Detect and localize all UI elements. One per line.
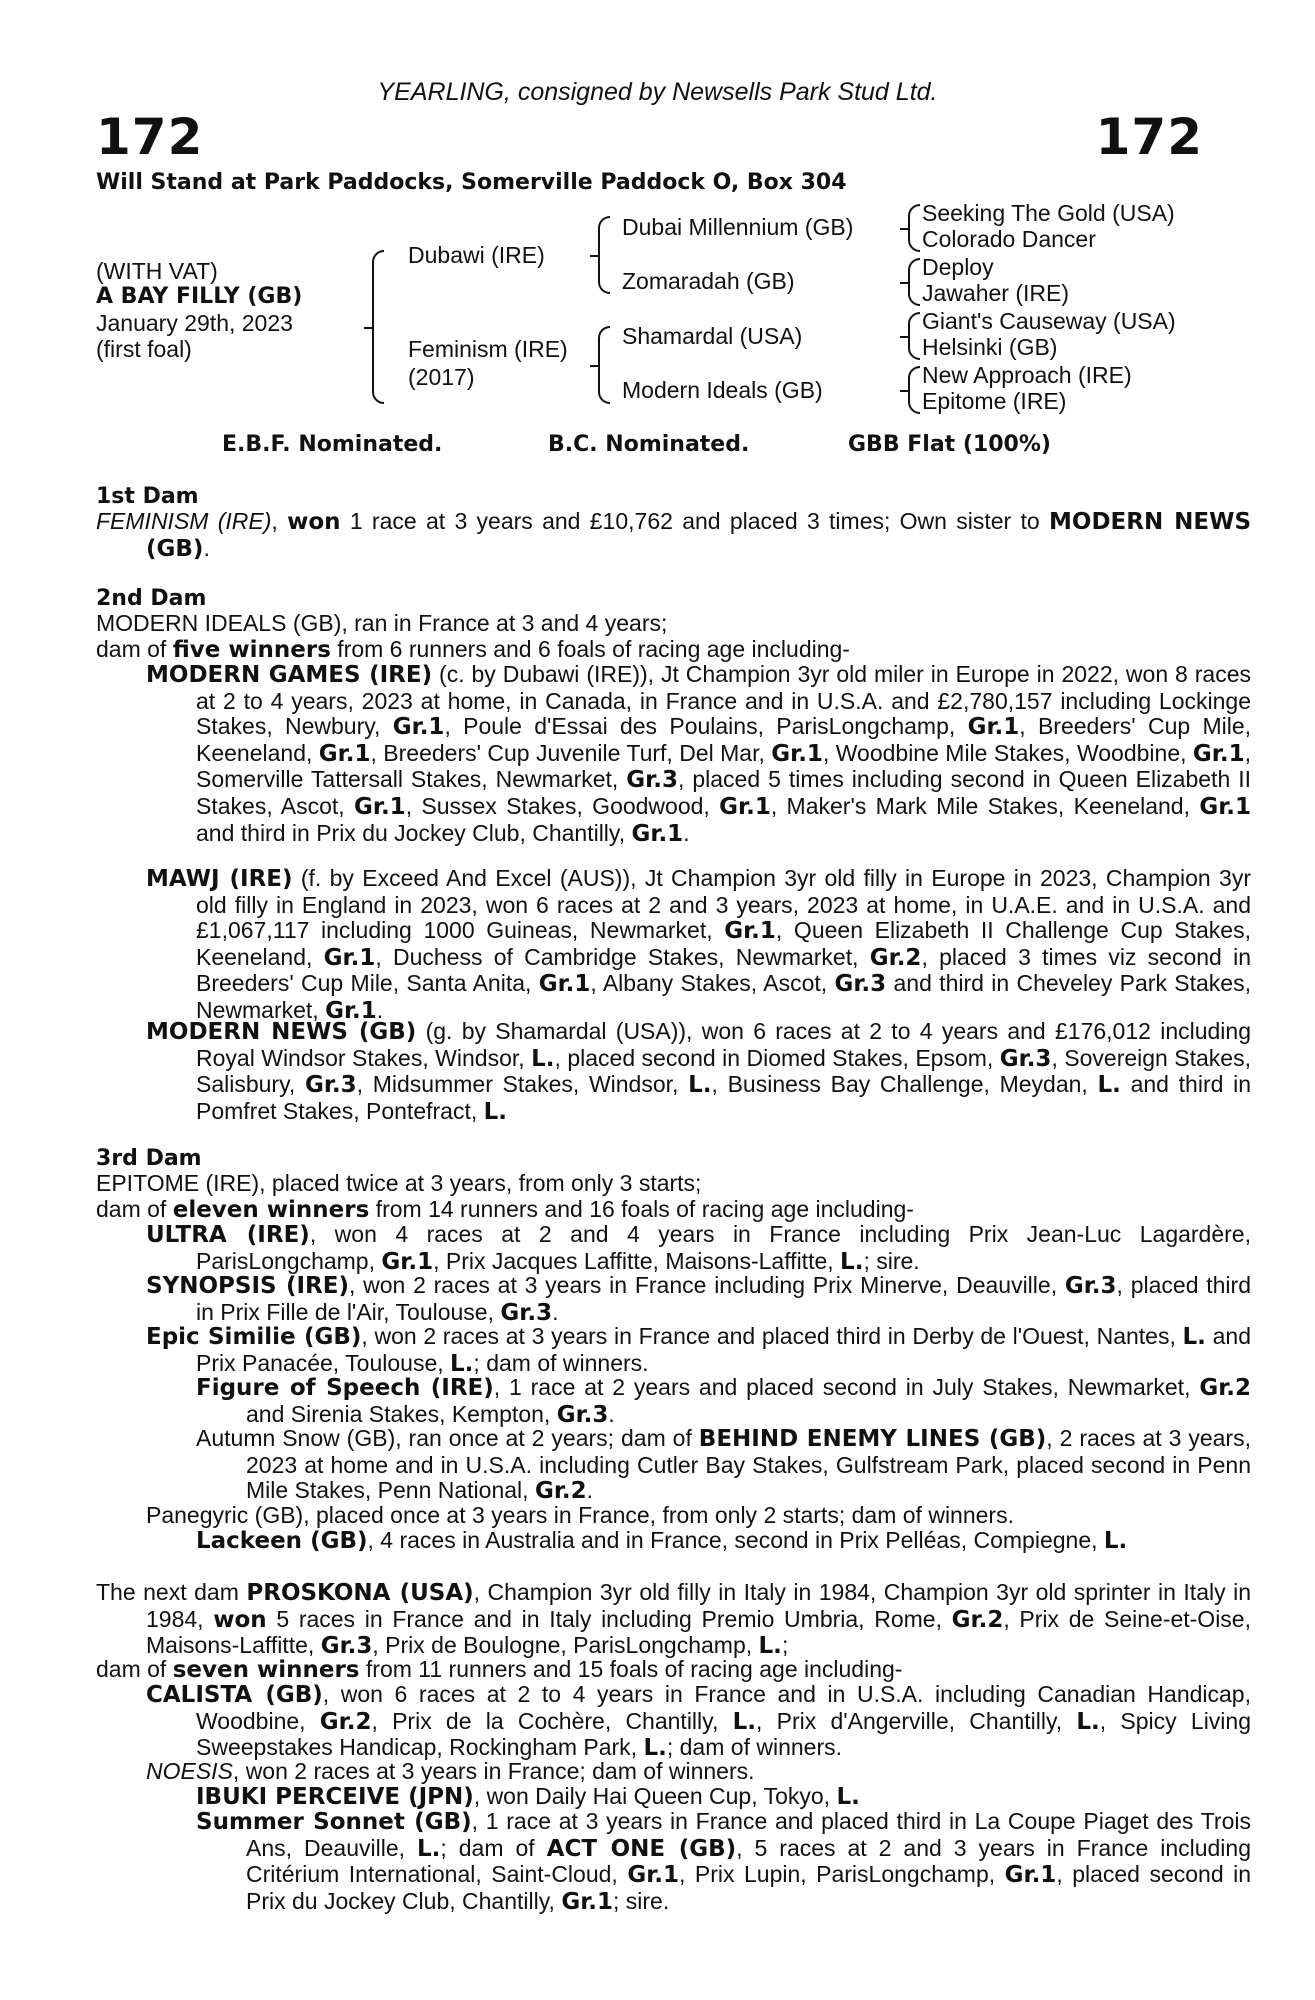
pedigree-brace: [908, 258, 920, 306]
pedigree-ggp: Giant's Causeway (USA): [922, 308, 1176, 334]
progeny-entry: CALISTA (GB), won 6 races at 2 to 4 years in France and in U.S.A. including Canadian Handicap, Woodbine, Gr.2, Prix de la Cochère, Chantilly, L., Prix d'Angerville, Chantilly, L., Spicy Living Sweepstakes Handicap, Rockingham Park, L.; dam of winners.: [146, 1681, 1251, 1762]
bc-nomination: B.C. Nominated.: [548, 432, 750, 457]
lot-number-left: 172: [96, 108, 204, 166]
progeny-entry: MODERN GAMES (IRE) (c. by Dubawi (IRE)), Jt Champion 3yr old miler in Europe in 2022, won 8 races at 2 to 4 years, 2023 at home, in Canada, in France and in U.S.A. and £2,780,157 including Lockinge Stakes, Newbury, Gr.1, Poule d'Essai des Poulains, ParisLongchamp, Gr.1, Breeders' Cup Mile, Keeneland, Gr.1, Breeders' Cup Juvenile Turf, Del Mar, Gr.1, Woodbine Mile Stakes, Woodbine, Gr.1, Somerville Tattersall Stakes, Newmarket, Gr.3, placed 5 times including second in Queen Elizabeth II Stakes, Ascot, Gr.1, Sussex Stakes, Goodwood, Gr.1, Maker's Mark Mile Stakes, Keeneland, Gr.1 and third in Prix du Jockey Club, Chantilly, Gr.1.: [146, 661, 1252, 847]
pedigree-dam-sire: Shamardal (USA): [622, 323, 803, 349]
pedigree-dam-dam: Modern Ideals (GB): [622, 377, 823, 403]
progeny-entry: IBUKI PERCEIVE (JPN), won Daily Hai Queen Cup, Tokyo, L.: [196, 1783, 860, 1810]
second-dam-heading: 2nd Dam: [96, 586, 207, 611]
pedigree-ggp: Seeking The Gold (USA): [922, 200, 1175, 226]
pedigree-ggp: New Approach (IRE): [922, 362, 1132, 388]
progeny-entry: Lackeen (GB), 4 races in Australia and in France, second in Prix Pelléas, Compiegne, L.: [196, 1527, 1128, 1554]
third-dam-text: EPITOME (IRE), placed twice at 3 years, from only 3 starts; dam of eleven winners from 14 runners and 16 foals of racing age including-: [96, 1170, 914, 1223]
progeny-entry: Autumn Snow (GB), ran once at 2 years; dam of BEHIND ENEMY LINES (GB), 2 races at 3 years, 2023 at home and in U.S.A. including Cutler Bay Stakes, Gulfstream Park, placed second in Penn Mile Stakes, Penn National, Gr.2.: [196, 1425, 1251, 1505]
ebf-nomination: E.B.F. Nominated.: [222, 432, 443, 457]
pedigree-ggp: Helsinki (GB): [922, 334, 1058, 360]
pedigree-sire-dam: Zomaradah (GB): [622, 268, 795, 294]
pedigree-brace: [372, 250, 384, 404]
pedigree-brace: [908, 204, 920, 252]
pedigree-ggp: Colorado Dancer: [922, 226, 1096, 252]
first-dam-text: FEMINISM (IRE), won 1 race at 3 years and £10,762 and placed 3 times; Own sister to MODERN NEWS (GB).: [96, 508, 1252, 562]
progeny-entry: Summer Sonnet (GB), 1 race at 3 years in France and placed third in La Coupe Piaget des Trois Ans, Deauville, L.; dam of ACT ONE (GB), 5 races at 2 and 3 years in France including Critérium International, Saint-Cloud, Gr.1, Prix Lupin, ParisLongchamp, Gr.1, placed second in Prix du Jockey Club, Chantilly, Gr.1; sire.: [196, 1808, 1252, 1915]
progeny-entry: MODERN NEWS (GB) (g. by Shamardal (USA)), won 6 races at 2 to 4 years and £176,012 including Royal Windsor Stakes, Windsor, L., placed second in Diomed Stakes, Epsom, Gr.3, Sovereign Stakes, Salisbury, Gr.3, Midsummer Stakes, Windsor, L., Business Bay Challenge, Meydan, L. and third in Pomfret Stakes, Pontefract, L.: [146, 1018, 1251, 1125]
consignment-line: YEARLING, consigned by Newsells Park Stud Ltd.: [377, 78, 938, 106]
stand-location: Will Stand at Park Paddocks, Somerville Paddock O, Box 304: [96, 170, 847, 195]
next-dam-text: The next dam PROSKONA (USA), Champion 3yr old filly in Italy in 1984, Champion 3yr old sprinter in Italy in 1984, won 5 races in France and in Italy including Premio Umbria, Rome, Gr.2, Prix de Seine-et-Oise, Maisons-Laffitte, Gr.3, Prix de Boulogne, ParisLongchamp, L.;: [96, 1579, 1251, 1660]
pedigree-dam: Feminism (IRE): [408, 336, 568, 362]
pedigree-brace: [598, 216, 610, 294]
pedigree-brace: [598, 326, 610, 404]
pedigree-sire-sire: Dubai Millennium (GB): [622, 214, 854, 240]
progeny-entry: SYNOPSIS (IRE), won 2 races at 3 years in France including Prix Minerve, Deauville, Gr.3, placed third in Prix Fille de l'Air, Toulouse, Gr.3.: [146, 1272, 1251, 1326]
pedigree-sire: Dubawi (IRE): [408, 242, 545, 268]
pedigree-brace: [908, 312, 920, 360]
third-dam-heading: 3rd Dam: [96, 1146, 202, 1171]
pedigree-dam-year: (2017): [408, 364, 475, 390]
progeny-entry: ULTRA (IRE), won 4 races at 2 and 4 years in France including Prix Jean-Luc Lagardère, ParisLongchamp, Gr.1, Prix Jacques Laffitte, Maisons-Laffitte, L.; sire.: [146, 1221, 1251, 1275]
progeny-entry: Figure of Speech (IRE), 1 race at 2 years and placed second in July Stakes, Newmarket, Gr.2 and Sirenia Stakes, Kempton, Gr.3.: [196, 1374, 1251, 1428]
horse-name: A BAY FILLY (GB): [96, 284, 303, 309]
progeny-entry: NOESIS, won 2 races at 3 years in France; dam of winners.: [146, 1758, 755, 1784]
second-dam-text: MODERN IDEALS (GB), ran in France at 3 and 4 years; dam of five winners from 6 runners and 6 foals of racing age including-: [96, 610, 850, 663]
first-dam-heading: 1st Dam: [96, 484, 199, 509]
pedigree-ggp: Epitome (IRE): [922, 388, 1067, 414]
vat-label: (WITH VAT): [96, 258, 218, 284]
progeny-entry: MAWJ (IRE) (f. by Exceed And Excel (AUS)), Jt Champion 3yr old filly in Europe in 2023, Champion 3yr old filly in England in 2023, won 6 races at 2 and 3 years, 2023 at home, in U.A.E. and in U.S.A. and £1,067,117 including 1000 Guineas, Newmarket, Gr.1, Queen Elizabeth II Challenge Cup Stakes, Keeneland, Gr.1, Duchess of Cambridge Stakes, Newmarket, Gr.2, placed 3 times viz second in Breeders' Cup Mile, Santa Anita, Gr.1, Albany Stakes, Ascot, Gr.3 and third in Cheveley Park Stakes, Newmarket, Gr.1.: [146, 865, 1251, 1024]
next-dam-summary: dam of seven winners from 11 runners and 15 foals of racing age including-: [96, 1656, 903, 1683]
foaling-date: January 29th, 2023: [96, 310, 293, 336]
lot-number-right: 172: [1095, 108, 1203, 166]
pedigree-ggp: Deploy: [922, 254, 994, 280]
pedigree-brace: [908, 366, 920, 414]
progeny-entry: Panegyric (GB), placed once at 3 years in France, from only 2 starts; dam of winners.: [146, 1502, 1014, 1528]
gbb-flat: GBB Flat (100%): [848, 432, 1051, 457]
progeny-entry: Epic Similie (GB), won 2 races at 3 years in France and placed third in Derby de l'Ouest, Nantes, L. and Prix Panacée, Toulouse, L.; dam of winners.: [146, 1323, 1251, 1377]
pedigree-ggp: Jawaher (IRE): [922, 280, 1069, 306]
foal-note: (first foal): [96, 336, 192, 362]
